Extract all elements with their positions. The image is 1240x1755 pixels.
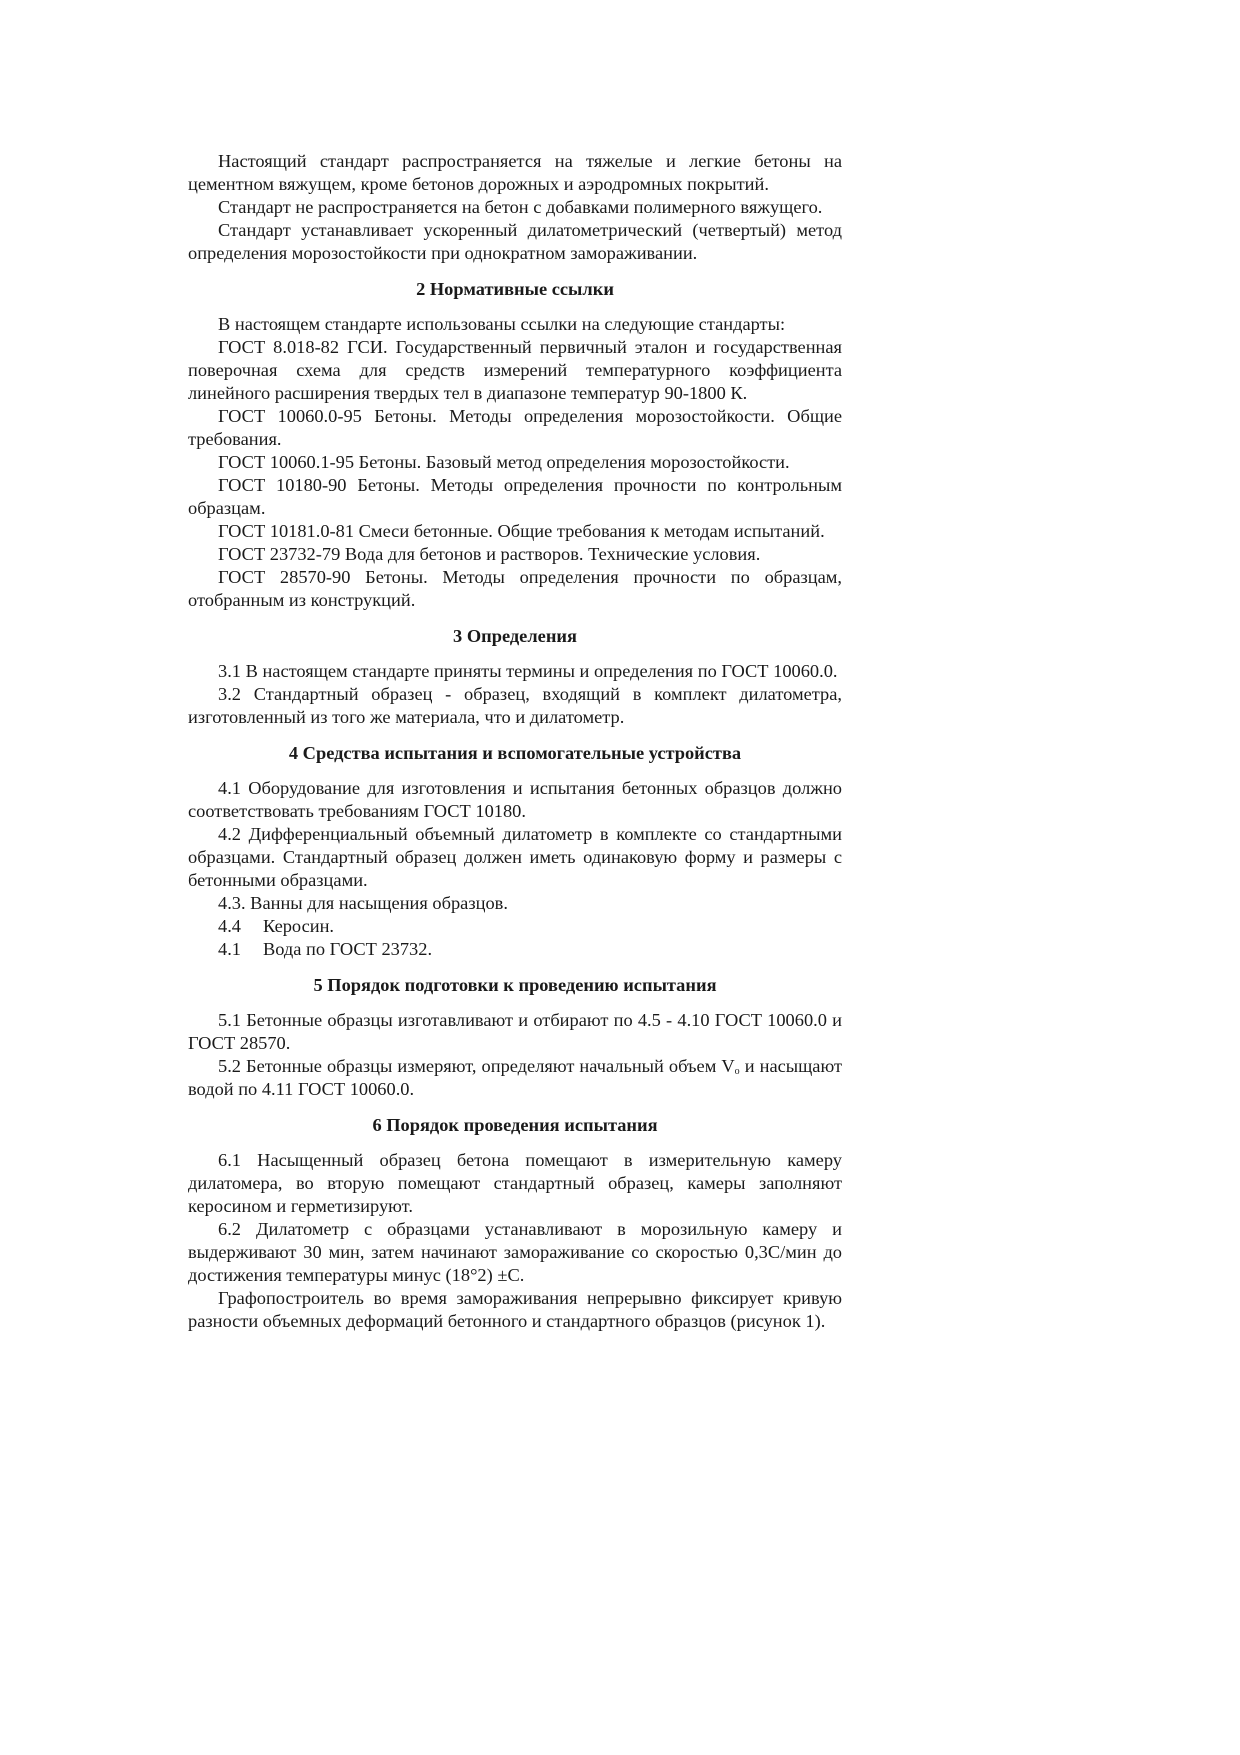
paragraph: Стандарт не распространяется на бетон с добавками полимерного вяжущего. bbox=[218, 197, 823, 217]
list-item bbox=[188, 938, 842, 961]
paragraph bbox=[188, 1055, 842, 1101]
list-item bbox=[188, 915, 842, 938]
reference-item: ГОСТ 10060.1-95 Бетоны. Базовый метод определения морозостойкости. bbox=[218, 452, 790, 472]
list-item-number: 4.1 bbox=[218, 939, 241, 959]
section-heading: 4 Средства испытания и вспомогательные устройства bbox=[288, 743, 742, 763]
reference-item: ГОСТ 10060.0-95 Бетоны. Методы определения морозостойкости. Общие требования. bbox=[188, 406, 842, 449]
section-test-equipment bbox=[188, 742, 842, 961]
section-test-preparation bbox=[188, 974, 842, 1101]
section-normative-references bbox=[188, 278, 842, 612]
paragraph: 6.2 Дилатометр с образцами устанавливают в морозильную камеру и выдерживают 30 мин, затем начинают замораживание со скоростью 0,3С/мин до достижения температуры минус (18°2) ±С. bbox=[188, 1219, 842, 1285]
paragraph: 4.1 Оборудование для изготовления и испытания бетонных образцов должно соответствовать требованиям ГОСТ 10180. bbox=[188, 778, 842, 821]
paragraph: 5.1 Бетонные образцы изготавливают и отбирают по 4.5 - 4.10 ГОСТ 10060.0 и ГОСТ 28570. bbox=[188, 1010, 842, 1053]
section-definitions bbox=[188, 625, 842, 729]
paragraph: 3.2 Стандартный образец - образец, входящий в комплект дилатометра, изготовленный из того же материала, что и дилатометр. bbox=[188, 684, 842, 727]
list-item-text: Вода по ГОСТ 23732. bbox=[263, 939, 433, 959]
section-test-procedure bbox=[188, 1114, 842, 1333]
document-page bbox=[188, 150, 842, 1333]
paragraph: 4.3. Ванны для насыщения образцов. bbox=[218, 893, 508, 913]
section-heading: 3 Определения bbox=[453, 626, 577, 646]
section-scope bbox=[188, 150, 842, 265]
paragraph-text: 5.2 Бетонные образцы измеряют, определяют начальный объем V bbox=[218, 1056, 735, 1076]
paragraph: Графопостроитель во время замораживания непрерывно фиксирует кривую разности объемных деформаций бетонного и стандартного образцов (рисунок 1). bbox=[188, 1288, 842, 1331]
reference-item: ГОСТ 8.018-82 ГСИ. Государственный первичный эталон и государственная поверочная схема для средств измерений температурного коэффициента линейного расширения твердых тел в диапазоне температур 90-1800 К. bbox=[188, 337, 842, 403]
reference-item: ГОСТ 10180-90 Бетоны. Методы определения прочности по контрольным образцам. bbox=[188, 475, 842, 518]
paragraph: В настоящем стандарте использованы ссылки на следующие стандарты: bbox=[218, 314, 786, 334]
paragraph: 4.2 Дифференциальный объемный дилатометр в комплекте со стандартными образцами. Стандартный образец должен иметь одинаковую форму и размеры с бетонными образцами. bbox=[188, 824, 842, 890]
list-item-text: Керосин. bbox=[263, 916, 335, 936]
list-item-number: 4.4 bbox=[218, 916, 241, 936]
section-heading: 6 Порядок проведения испытания bbox=[372, 1115, 658, 1135]
reference-item: ГОСТ 28570-90 Бетоны. Методы определения прочности по образцам, отобранным из конструкций. bbox=[188, 567, 842, 610]
reference-item: ГОСТ 10181.0-81 Смеси бетонные. Общие требования к методам испытаний. bbox=[218, 521, 825, 541]
subscript: o bbox=[734, 1066, 740, 1077]
reference-item: ГОСТ 23732-79 Вода для бетонов и растворов. Технические условия. bbox=[218, 544, 761, 564]
paragraph: 3.1 В настоящем стандарте приняты термины и определения по ГОСТ 10060.0. bbox=[218, 661, 838, 681]
paragraph: Стандарт устанавливает ускоренный дилатометрический (четвертый) метод определения морозостойкости при однократном замораживании. bbox=[188, 220, 842, 263]
paragraph: Настоящий стандарт распространяется на тяжелые и легкие бетоны на цементном вяжущем, кроме бетонов дорожных и аэродромных покрытий. bbox=[188, 151, 842, 194]
section-heading: 2 Нормативные ссылки bbox=[416, 279, 614, 299]
paragraph-text: и насыщают водой по 4.11 ГОСТ 10060.0. bbox=[188, 1056, 842, 1099]
section-heading: 5 Порядок подготовки к проведению испытания bbox=[313, 975, 717, 995]
paragraph: 6.1 Насыщенный образец бетона помещают в измерительную камеру дилатомера, во вторую помещают стандартный образец, камеры заполняют керосином и герметизируют. bbox=[188, 1150, 842, 1216]
